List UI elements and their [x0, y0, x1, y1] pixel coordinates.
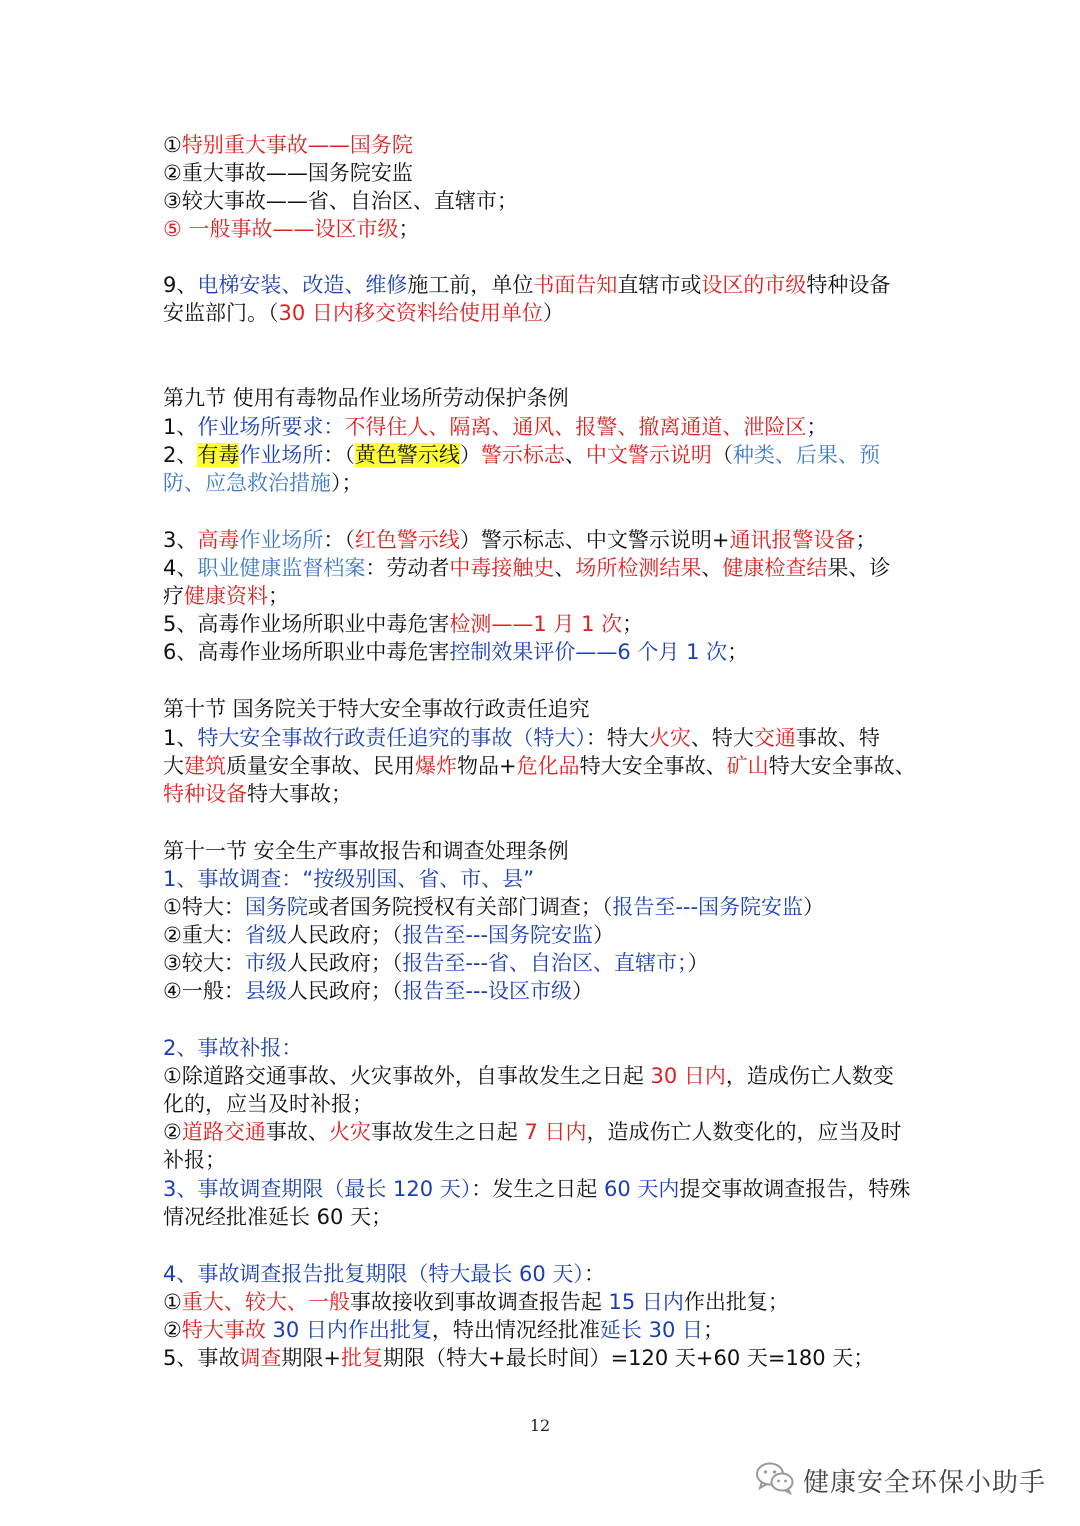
text-segment: ① [163, 133, 182, 157]
text-segment: ； [855, 528, 877, 552]
text-segment: 设区的市级 [701, 273, 807, 297]
text-segment: ，造成伤亡人数变 [725, 1064, 894, 1088]
text-segment: 控制效果评价——6 个月 1 次 [449, 640, 728, 664]
text-segment: ① [163, 1290, 182, 1314]
text-segment: 作业场所要求： [197, 415, 345, 439]
text-segment: ）警示标志、中文警示说明+ [459, 528, 730, 552]
text-segment: 种类、后果、预 [732, 443, 880, 467]
text-segment: 特种设备 [163, 782, 247, 806]
text-segment: 建筑 [184, 754, 226, 778]
text-segment: 4、事故调查报告批复期限（特大最长 60 天） [163, 1262, 584, 1286]
text-line [163, 1090, 933, 1118]
text-segment: 果、诊 [827, 556, 891, 580]
text-segment: 特大安全事故、 [768, 754, 916, 778]
text-line [163, 837, 933, 865]
text-segment: ； [806, 415, 828, 439]
text-segment: ②重大： [163, 923, 245, 947]
text-line [163, 921, 933, 949]
text-line [163, 610, 933, 638]
text-segment: 警示标志 [480, 443, 565, 467]
text-segment: ：（ [323, 443, 355, 467]
text-segment: 报告至---设区市级 [402, 979, 573, 1003]
text-segment: ； [268, 584, 289, 608]
text-line [163, 1260, 933, 1288]
text-line [163, 780, 933, 808]
text-segment: ）； [331, 471, 363, 495]
text-segment: 特大事故 [181, 1318, 266, 1342]
text-segment: ） [803, 895, 825, 919]
text-segment: 黄色警示线 [354, 443, 460, 467]
text-segment: ； [702, 1318, 724, 1342]
text-line [163, 384, 933, 412]
text-line [163, 724, 933, 752]
text-line [163, 469, 933, 497]
text-segment: 4、 [163, 556, 198, 580]
text-segment: 延长 30 日 [599, 1318, 703, 1342]
text-segment: 事故发生之日起 [370, 1120, 525, 1144]
text-line [163, 271, 933, 299]
text-segment: ：特大 [585, 726, 649, 750]
text-segment: 物品+ [457, 754, 517, 778]
text-segment: ：（ [323, 528, 355, 552]
text-segment: 30 日内作出批复 [265, 1318, 432, 1342]
text-segment: 特种设备 [806, 273, 891, 297]
text-segment: 调查 [239, 1346, 282, 1370]
text-line [163, 554, 933, 582]
text-segment: 或者国务院授权有关部门调查；（ [307, 895, 613, 919]
text-line [163, 695, 933, 723]
text-segment: 有毒 [197, 443, 240, 467]
text-line [163, 159, 933, 187]
text-segment: 、 [554, 556, 576, 580]
text-segment: 报告至---国务院安监 [402, 923, 594, 947]
text-segment: 、特大 [690, 726, 754, 750]
text-line [163, 1034, 933, 1062]
text-segment: 红色警示线 [354, 528, 460, 552]
text-line [163, 893, 933, 921]
text-segment: 事故、特 [795, 726, 880, 750]
text-segment: 人民政府；（ [286, 951, 403, 975]
text-segment: 5、事故 [163, 1346, 240, 1370]
text-segment: 特大安全事故、 [579, 754, 727, 778]
text-segment: 大 [163, 754, 184, 778]
text-segment: 作业场所 [239, 443, 324, 467]
text-line [163, 187, 933, 215]
text-segment: 电梯安装、改造、维修 [197, 273, 408, 297]
text-segment: 书面告知 [533, 273, 618, 297]
text-segment: 、 [701, 556, 723, 580]
text-segment: 施工前，单位 [407, 273, 534, 297]
text-segment: ③较大： [163, 951, 245, 975]
text-segment: 3、事故调查期限（最长 120 天） [163, 1177, 472, 1201]
text-segment: 30 日内 [650, 1064, 726, 1088]
text-segment: 第九节 使用有毒物品作业场所劳动保护条例 [163, 386, 569, 410]
text-segment: 9、 [163, 273, 198, 297]
text-segment: 道路交通 [181, 1120, 266, 1144]
text-segment: 第十节 国务院关于特大安全事故行政责任追究 [163, 697, 590, 721]
text-segment: 不得住人、隔离、通风、报警、撤离通道、泄险区 [344, 415, 807, 439]
text-line [163, 131, 933, 159]
text-segment: 事故接收到事故调查报告起 [349, 1290, 609, 1314]
text-segment: 60 天内 [603, 1177, 680, 1201]
text-segment: 场所检测结果 [575, 556, 702, 580]
text-segment: 火灾 [648, 726, 691, 750]
text-segment: ③较大事故——省、自治区、直辖市； [163, 189, 518, 213]
text-line [163, 977, 933, 1005]
text-line [163, 865, 933, 893]
text-segment: 、 [564, 443, 586, 467]
text-segment: 3、 [163, 528, 198, 552]
text-segment: 交通 [753, 726, 796, 750]
text-segment: ； [398, 217, 420, 241]
text-segment: 健康资料 [184, 584, 268, 608]
text-segment: 省级 [244, 923, 287, 947]
text-segment: 国务院 [244, 895, 308, 919]
text-segment: ） [459, 443, 481, 467]
text-segment: 矿山 [726, 754, 769, 778]
text-segment: 火灾 [328, 1120, 371, 1144]
text-segment: ①除道路交通事故、火灾事故外，自事故发生之日起 [163, 1064, 651, 1088]
text-segment: 健康检查结 [722, 556, 828, 580]
text-segment: ②重大事故——国务院安监 [163, 161, 413, 185]
text-line [163, 1344, 933, 1372]
text-segment: ） [593, 923, 615, 947]
text-line [163, 299, 933, 327]
watermark [755, 1460, 1046, 1500]
text-segment: 危化品 [516, 754, 580, 778]
text-segment: 特别重大事故——国务院 [181, 133, 413, 157]
text-line [163, 1118, 933, 1146]
text-line [163, 1062, 933, 1090]
text-segment: 人民政府；（ [286, 923, 403, 947]
text-segment: ② [163, 1120, 182, 1144]
text-segment: 提交事故调查报告，特殊 [679, 1177, 911, 1201]
text-segment: 中毒接触史 [449, 556, 555, 580]
watermark-text: 健康安全环保小助手 [803, 1467, 1047, 1498]
text-segment: 报告至---国务院安监 [612, 895, 804, 919]
text-line [163, 638, 933, 666]
text-segment: 市级 [244, 951, 287, 975]
text-segment: ⑤ [163, 217, 189, 241]
text-segment: 30 日内移交资料给使用单位 [278, 301, 543, 325]
text-segment: 作业场所 [239, 528, 324, 552]
text-line [163, 582, 933, 610]
text-segment: 爆炸 [415, 754, 457, 778]
text-segment: 6、高毒作业场所职业中毒危害 [163, 640, 450, 664]
text-segment: 化的，应当及时补报； [163, 1092, 373, 1116]
text-segment: ，造成伤亡人数变化的，应当及时 [586, 1120, 902, 1144]
text-segment: 2、事故补报： [163, 1036, 303, 1060]
text-segment: 中文警示说明 [585, 443, 712, 467]
wechat-icon [755, 1461, 795, 1499]
text-segment: 作出批复； [683, 1290, 789, 1314]
text-segment: （ [711, 443, 733, 467]
text-segment: 1、 [163, 726, 198, 750]
text-line [163, 949, 933, 977]
text-segment: 1、事故调查：“按级别国、省、市、县” [163, 867, 535, 891]
text-line [163, 1146, 933, 1174]
text-segment: 期限（特大+最长时间）=120 天+60 天=180 天； [382, 1346, 875, 1370]
text-segment: 质量安全事故、民用 [226, 754, 415, 778]
text-segment: ①特大： [163, 895, 245, 919]
text-segment: 补报； [163, 1148, 226, 1172]
text-segment: 报告至---省、自治区、直辖市； [402, 951, 688, 975]
text-segment: 疗 [163, 584, 184, 608]
text-line [163, 526, 933, 554]
text-segment: ④一般： [163, 979, 245, 1003]
text-segment: 通讯报警设备 [729, 528, 856, 552]
text-line [163, 215, 933, 243]
text-segment: 特大安全事故行政责任追究的事故（特大） [197, 726, 586, 750]
text-segment: ：发生之日起 [471, 1177, 604, 1201]
text-segment: 事故、 [265, 1120, 329, 1144]
text-segment: 7 日内 [524, 1120, 587, 1144]
text-segment: 职业健康监督档案 [197, 556, 366, 580]
text-segment: 第十一节 安全生产事故报告和调查处理条例 [163, 839, 569, 863]
text-segment: 高毒 [197, 528, 240, 552]
text-segment: 检测——1 月 1 次 [449, 612, 623, 636]
text-segment: ； [622, 612, 644, 636]
text-segment: ） [572, 979, 594, 1003]
text-segment: 县级 [244, 979, 287, 1003]
text-line [163, 752, 933, 780]
text-segment: 重大、较大、一般 [181, 1290, 350, 1314]
text-segment: ） [687, 951, 709, 975]
text-segment: 特大事故； [247, 782, 352, 806]
text-segment: 人民政府；（ [286, 979, 403, 1003]
text-segment: 2、 [163, 443, 198, 467]
text-segment: ） [542, 301, 564, 325]
text-line [163, 413, 933, 441]
text-line [163, 1175, 933, 1203]
text-segment: 防、应急救治措施 [163, 471, 331, 495]
page-number: 12 [529, 1416, 551, 1435]
text-line [163, 1203, 933, 1231]
text-segment: 安监部门。（ [163, 301, 279, 325]
text-segment: ，特出情况经批准 [431, 1318, 600, 1342]
text-segment: 15 日内 [608, 1290, 684, 1314]
text-segment: 5、高毒作业场所职业中毒危害 [163, 612, 450, 636]
text-segment: ② [163, 1318, 182, 1342]
text-segment: ； [727, 640, 749, 664]
text-segment: 情况经批准延长 60 天； [163, 1205, 393, 1229]
text-segment: ：劳动者 [365, 556, 450, 580]
text-segment: 期限+ [281, 1346, 341, 1370]
text-line [163, 1316, 933, 1344]
text-segment: ： [583, 1262, 605, 1286]
text-line [163, 441, 933, 469]
text-segment: 一般事故——设区市级 [188, 217, 399, 241]
text-segment: 直辖市或 [617, 273, 702, 297]
text-segment: 1、 [163, 415, 198, 439]
text-line [163, 1288, 933, 1316]
text-segment: 批复 [340, 1346, 383, 1370]
